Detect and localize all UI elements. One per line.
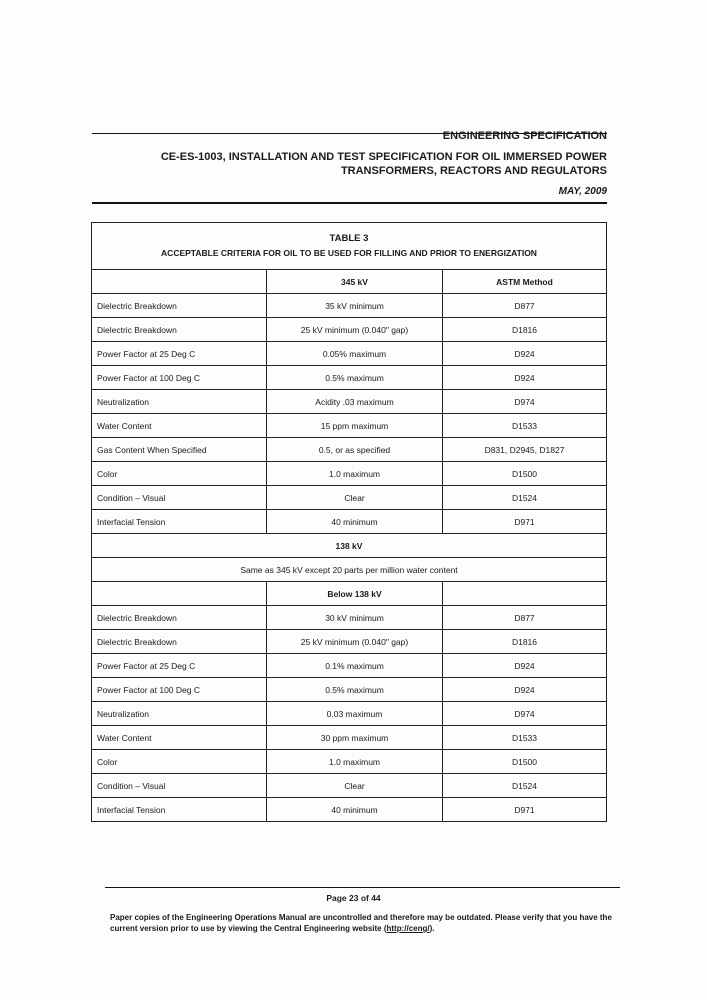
table-header-row — [92, 270, 607, 294]
method-cell: D1524 — [443, 774, 607, 798]
table-row — [92, 414, 607, 438]
method-cell: D924 — [443, 678, 607, 702]
section-138kv-row — [92, 534, 607, 558]
method-cell: D1816 — [443, 630, 607, 654]
parameter-cell: Dielectric Breakdown — [92, 606, 267, 630]
table-row — [92, 486, 607, 510]
parameter-cell: Water Content — [92, 726, 267, 750]
value-cell: 30 ppm maximum — [267, 726, 443, 750]
parameter-cell: Neutralization — [92, 702, 267, 726]
table-row — [92, 510, 607, 534]
value-cell: 30 kV minimum — [267, 606, 443, 630]
parameter-cell: Dielectric Breakdown — [92, 630, 267, 654]
footer-note — [110, 912, 630, 934]
value-cell: 1.0 maximum — [267, 462, 443, 486]
table-title-row — [92, 223, 607, 270]
section-138kv: 138 kV — [92, 534, 607, 558]
table-row — [92, 678, 607, 702]
criteria-table — [91, 222, 607, 822]
footer-note-text: Paper copies of the Engineering Operations Manual are uncontrolled and therefore may be outdated. Please verify that you have the current version prior to use by viewing the Central Engineering website ( — [110, 913, 612, 933]
table-row — [92, 390, 607, 414]
value-cell: 1.0 maximum — [267, 750, 443, 774]
parameter-cell: Dielectric Breakdown — [92, 294, 267, 318]
table-row — [92, 342, 607, 366]
value-cell: 25 kV minimum (0.040" gap) — [267, 318, 443, 342]
method-cell: D1533 — [443, 414, 607, 438]
parameter-cell: Condition – Visual — [92, 774, 267, 798]
table-caption: ACCEPTABLE CRITERIA FOR OIL TO BE USED FOR FILLING AND PRIOR TO ENERGIZATION — [161, 248, 537, 258]
method-cell: D974 — [443, 702, 607, 726]
header-bottom-rule — [92, 202, 607, 204]
value-cell: 0.05% maximum — [267, 342, 443, 366]
method-cell: D1524 — [443, 486, 607, 510]
table-row — [92, 438, 607, 462]
parameter-cell: Power Factor at 100 Deg C — [92, 678, 267, 702]
parameter-cell: Power Factor at 25 Deg C — [92, 654, 267, 678]
col-header-astm-method: ASTM Method — [443, 270, 607, 294]
table-row — [92, 726, 607, 750]
col-header-below-138kv: Below 138 kV — [267, 582, 443, 606]
document-title — [137, 150, 607, 178]
footer-note-end: ). — [429, 924, 435, 933]
table-row — [92, 630, 607, 654]
table-row — [92, 462, 607, 486]
value-cell: 0.03 maximum — [267, 702, 443, 726]
value-cell: Clear — [267, 774, 443, 798]
value-cell: 0.1% maximum — [267, 654, 443, 678]
method-cell: D924 — [443, 366, 607, 390]
parameter-cell: Color — [92, 750, 267, 774]
col-header-345kv: 345 kV — [267, 270, 443, 294]
value-cell: Clear — [267, 486, 443, 510]
value-cell: 15 ppm maximum — [267, 414, 443, 438]
table-row — [92, 702, 607, 726]
header-blank-cell — [92, 270, 267, 294]
document-date: MAY, 2009 — [558, 186, 607, 197]
parameter-cell: Color — [92, 462, 267, 486]
table-row — [92, 318, 607, 342]
header-blank-cell — [92, 582, 267, 606]
page-number: Page 23 of 44 — [326, 893, 381, 903]
method-cell: D1816 — [443, 318, 607, 342]
central-engineering-link[interactable]: http://ceng/ — [386, 924, 430, 933]
method-cell: D1500 — [443, 462, 607, 486]
method-cell: D974 — [443, 390, 607, 414]
table-label: TABLE 3 — [329, 233, 369, 244]
method-cell: D971 — [443, 798, 607, 822]
parameter-cell: Dielectric Breakdown — [92, 318, 267, 342]
method-cell: D877 — [443, 294, 607, 318]
method-cell: D924 — [443, 654, 607, 678]
document-title-line-2: TRANSFORMERS, REACTORS AND REGULATORS — [340, 165, 607, 177]
method-cell: D971 — [443, 510, 607, 534]
table-row — [92, 750, 607, 774]
method-cell: D1533 — [443, 726, 607, 750]
value-cell: Acidity .03 maximum — [267, 390, 443, 414]
header-title: ENGINEERING SPECIFICATION — [442, 130, 607, 142]
table-row — [92, 798, 607, 822]
value-cell: 0.5% maximum — [267, 366, 443, 390]
footer-rule — [105, 887, 620, 888]
table-row — [92, 606, 607, 630]
note-138kv-row — [92, 558, 607, 582]
table-row — [92, 774, 607, 798]
table-row — [92, 366, 607, 390]
below-138kv-header-row — [92, 582, 607, 606]
table-row — [92, 654, 607, 678]
parameter-cell: Neutralization — [92, 390, 267, 414]
method-cell: D877 — [443, 606, 607, 630]
header-blank-cell — [443, 582, 607, 606]
value-cell: 40 minimum — [267, 798, 443, 822]
parameter-cell: Interfacial Tension — [92, 510, 267, 534]
document-title-line-1: CE-ES-1003, INSTALLATION AND TEST SPECIFICATION FOR OIL IMMERSED POWER — [160, 151, 607, 163]
parameter-cell: Power Factor at 100 Deg C — [92, 366, 267, 390]
parameter-cell: Gas Content When Specified — [92, 438, 267, 462]
method-cell: D1500 — [443, 750, 607, 774]
value-cell: 35 kV minimum — [267, 294, 443, 318]
method-cell: D831, D2945, D1827 — [443, 438, 607, 462]
parameter-cell: Condition – Visual — [92, 486, 267, 510]
table-row — [92, 294, 607, 318]
parameter-cell: Power Factor at 25 Deg C — [92, 342, 267, 366]
note-138kv: Same as 345 kV except 20 parts per million water content — [92, 558, 607, 582]
value-cell: 25 kV minimum (0.040" gap) — [267, 630, 443, 654]
value-cell: 0.5, or as specified — [267, 438, 443, 462]
parameter-cell: Interfacial Tension — [92, 798, 267, 822]
value-cell: 0.5% maximum — [267, 678, 443, 702]
parameter-cell: Water Content — [92, 414, 267, 438]
value-cell: 40 minimum — [267, 510, 443, 534]
method-cell: D924 — [443, 342, 607, 366]
